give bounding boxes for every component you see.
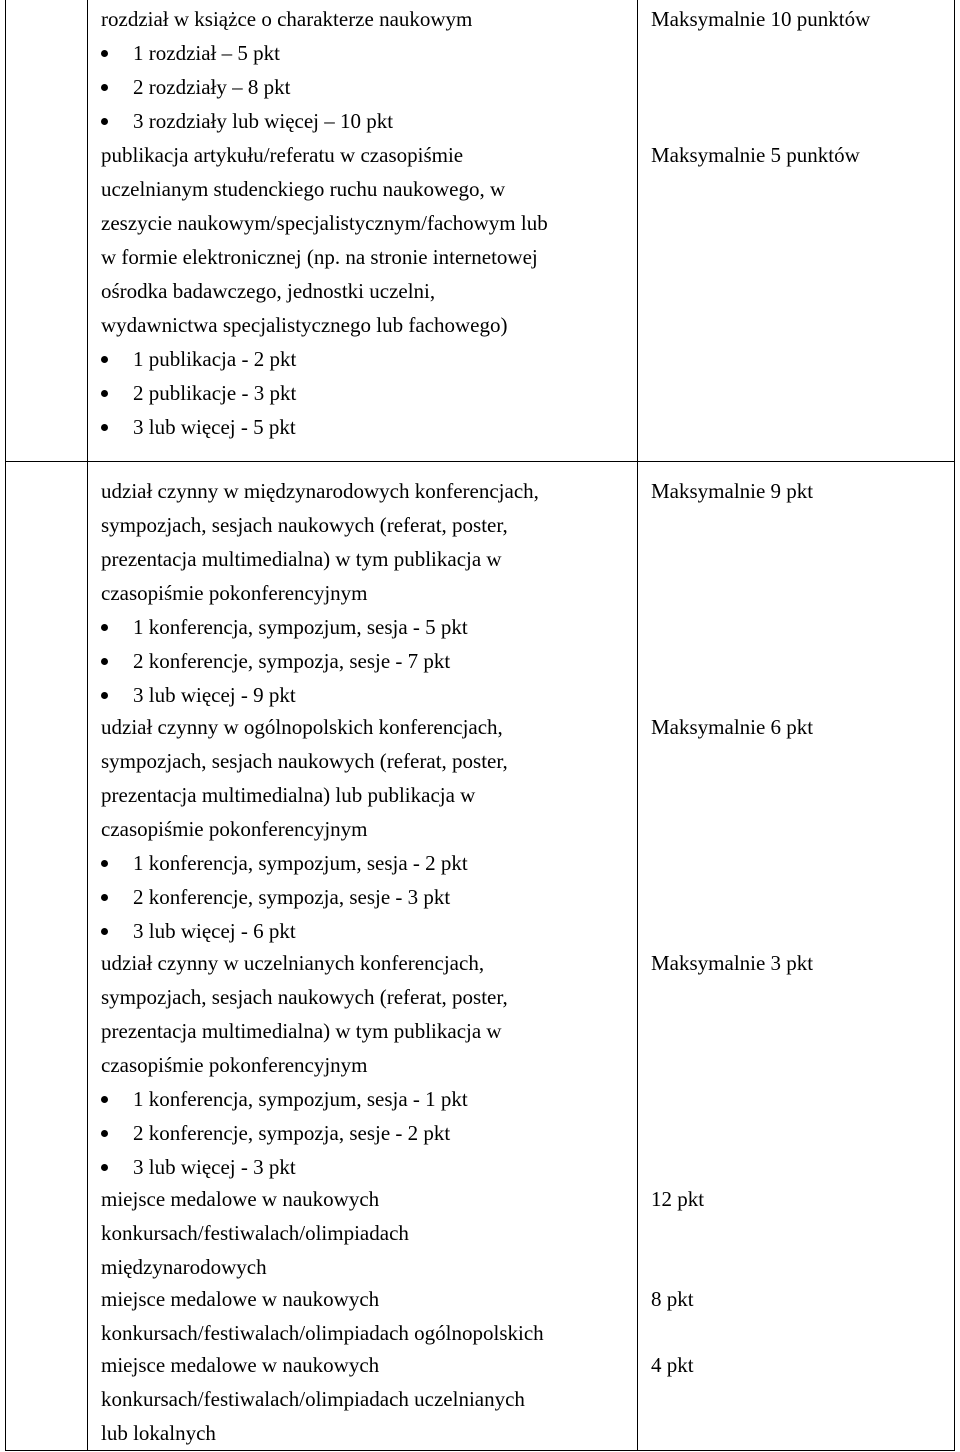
criterion-description-line: prezentacja multimedialna) w tym publikacja w <box>101 547 502 571</box>
criterion-bullet-item: 3 lub więcej - 6 pkt <box>101 914 508 948</box>
max-score-text: Maksymalnie 10 punktów <box>651 7 871 31</box>
table-border-right <box>954 0 955 1451</box>
table-border-left <box>5 0 6 1451</box>
table-row <box>101 710 508 948</box>
table-divider-middle <box>637 0 638 1451</box>
criterion-bullet-item: 2 publikacje - 3 pkt <box>101 376 548 410</box>
criterion-bullet-item: 2 konferencje, sympozja, sesje - 3 pkt <box>101 880 508 914</box>
criterion-description-line: prezentacja multimedialna) lub publikacja w <box>101 783 476 807</box>
criterion-description-line: udział czynny w ogólnopolskich konferencjach, <box>101 715 503 739</box>
criterion-bullet-item: 2 rozdziały – 8 pkt <box>101 70 472 104</box>
criterion-bullet-item: 1 rozdział – 5 pkt <box>101 36 472 70</box>
criterion-bullet-item: 1 konferencja, sympozjum, sesja - 5 pkt <box>101 610 539 644</box>
criterion-description-line: sympozjach, sesjach naukowych (referat, poster, <box>101 985 508 1009</box>
table-row <box>101 2 472 138</box>
criterion-description-line: czasopiśmie pokonferencyjnym <box>101 817 368 841</box>
criterion-bullet-item: 3 lub więcej - 3 pkt <box>101 1150 508 1184</box>
table-row <box>101 1182 409 1284</box>
criterion-description-line: miejsce medalowe w naukowych <box>101 1353 380 1377</box>
table-row <box>101 1348 525 1450</box>
criterion-description-line: międzynarodowych <box>101 1255 267 1279</box>
table-row <box>101 1282 544 1350</box>
table-divider-left <box>87 0 88 1451</box>
max-score-text: 12 pkt <box>651 1187 705 1211</box>
criterion-description-line: czasopiśmie pokonferencyjnym <box>101 581 368 605</box>
max-score-text: 4 pkt <box>651 1353 694 1377</box>
criterion-description-line: miejsce medalowe w naukowych <box>101 1187 380 1211</box>
criterion-bullet-item: 1 konferencja, sympozjum, sesja - 2 pkt <box>101 846 508 880</box>
table-border-bottom <box>5 1450 954 1451</box>
criterion-description-line: udział czynny w uczelnianych konferencjach, <box>101 951 485 975</box>
criterion-description-line: konkursach/festiwalach/olimpiadach ogólnopolskich <box>101 1321 544 1345</box>
criterion-description-line: w formie elektronicznej (np. na stronie internetowej <box>101 245 538 269</box>
table-row <box>101 946 508 1184</box>
table-row-divider <box>5 461 954 462</box>
max-score-text: Maksymalnie 9 pkt <box>651 479 814 503</box>
criterion-bullet-item: 3 rozdziały lub więcej – 10 pkt <box>101 104 472 138</box>
max-score-text: Maksymalnie 3 pkt <box>651 951 814 975</box>
criterion-description-line: publikacja artykułu/referatu w czasopiśmie <box>101 143 464 167</box>
table-row <box>101 138 548 444</box>
criterion-description-line: konkursach/festiwalach/olimpiadach <box>101 1221 409 1245</box>
criterion-description-line: miejsce medalowe w naukowych <box>101 1287 380 1311</box>
criterion-description-line: sympozjach, sesjach naukowych (referat, poster, <box>101 513 508 537</box>
criterion-bullet-item: 3 lub więcej - 9 pkt <box>101 678 539 712</box>
criterion-description-line: udział czynny w międzynarodowych konferencjach, <box>101 479 539 503</box>
criterion-description-line: uczelnianym studenckiego ruchu naukowego, w <box>101 177 506 201</box>
criterion-bullet-item: 2 konferencje, sympozja, sesje - 7 pkt <box>101 644 539 678</box>
criterion-bullet-item: 1 konferencja, sympozjum, sesja - 1 pkt <box>101 1082 508 1116</box>
table-row <box>101 474 539 712</box>
criterion-bullet-item: 3 lub więcej - 5 pkt <box>101 410 548 444</box>
criterion-bullet-item: 1 publikacja - 2 pkt <box>101 342 548 376</box>
criterion-description-line: prezentacja multimedialna) w tym publikacja w <box>101 1019 502 1043</box>
criterion-description-line: ośrodka badawczego, jednostki uczelni, <box>101 279 436 303</box>
criterion-bullet-item: 2 konferencje, sympozja, sesje - 2 pkt <box>101 1116 508 1150</box>
criterion-description-line: rozdział w książce o charakterze naukowym <box>101 7 473 31</box>
criterion-description-line: czasopiśmie pokonferencyjnym <box>101 1053 368 1077</box>
criterion-description-line: sympozjach, sesjach naukowych (referat, poster, <box>101 749 508 773</box>
max-score-text: 8 pkt <box>651 1287 694 1311</box>
max-score-text: Maksymalnie 5 punktów <box>651 143 860 167</box>
criterion-description-line: konkursach/festiwalach/olimpiadach uczelnianych <box>101 1387 525 1411</box>
criterion-description-line: wydawnictwa specjalistycznego lub fachowego) <box>101 313 508 337</box>
max-score-text: Maksymalnie 6 pkt <box>651 715 814 739</box>
criterion-description-line: zeszycie naukowym/specjalistycznym/fachowym lub <box>101 211 548 235</box>
criterion-description-line: lub lokalnych <box>101 1421 216 1445</box>
